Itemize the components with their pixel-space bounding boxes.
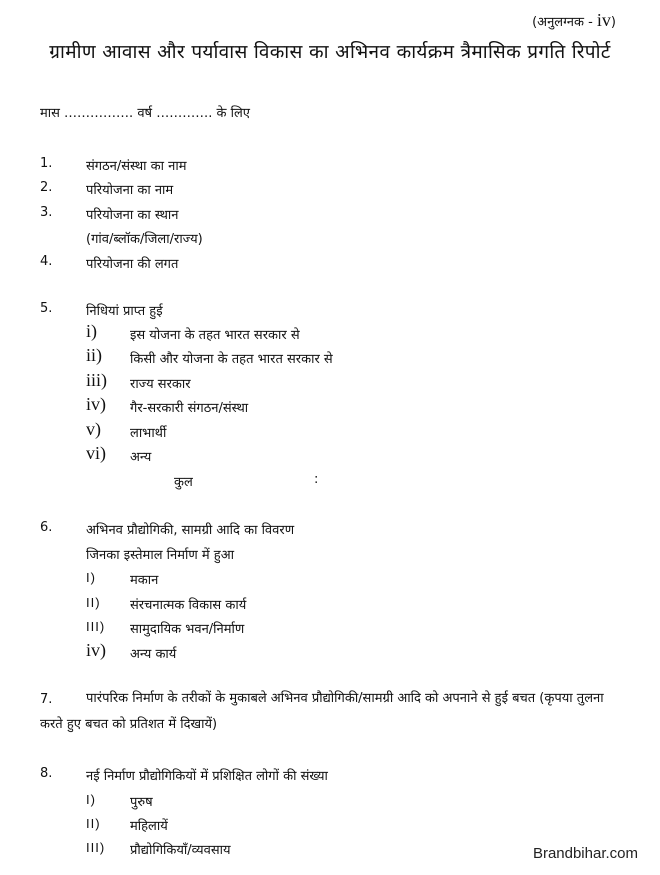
item-6-sub-label: II) [86, 595, 101, 610]
item-2-number: 2. [40, 180, 53, 195]
item-6-sub-label: III) [86, 619, 106, 634]
annexure-suffix: ) [610, 15, 616, 30]
item-3-subtext: (गांव/ब्लॉक/जिला/राज्य) [86, 232, 203, 247]
item-2-text: परियोजना का नाम [86, 183, 174, 198]
item-4-text: परियोजना की लगत [86, 257, 179, 272]
item-8-sub-label: I) [86, 792, 96, 807]
item-6-sub-text: मकान [130, 573, 159, 588]
item-5-sub-text: किसी और योजना के तहत भारत सरकार से [130, 352, 333, 367]
item-8-sub-text: प्रौद्योगिकियाँ/व्यवसाय [130, 843, 231, 858]
item-5-sub-text: गैर-सरकारी संगठन/संस्था [130, 401, 249, 416]
item-5-text: निधियां प्राप्त हुई [86, 304, 163, 319]
item-8-sub-label: III) [86, 840, 106, 855]
item-1-text: संगठन/संस्था का नाम [86, 159, 187, 174]
item-4-number: 4. [40, 254, 53, 269]
item-8-sub-text: महिलायें [130, 819, 168, 834]
item-5-sub-label: iii) [86, 370, 107, 390]
watermark-text: Brandbihar.com [532, 845, 638, 862]
item-6-text: अभिनव प्रौद्योगिकी, सामग्री आदि का विवरण [86, 523, 295, 538]
item-8-number: 8. [40, 766, 53, 781]
item-8-text: नई निर्माण प्रौद्योगिकियों में प्रशिक्षित लोगों की संख्या [86, 769, 328, 784]
item-6-sub-text: अन्य कार्य [130, 647, 177, 662]
item-6-text-line2: जिनका इस्तेमाल निर्माण में हुआ [86, 548, 234, 563]
item-6-sub-text: सामुदायिक भवन/निर्माण [130, 622, 245, 637]
item-3-number: 3. [40, 205, 53, 220]
annexure-roman: iv [596, 10, 611, 30]
item-5-sub-text: इस योजना के तहत भारत सरकार से [130, 328, 300, 343]
item-5-sub-label: vi) [86, 443, 106, 463]
item-6-sub-text: संरचनात्मक विकास कार्य [130, 598, 247, 613]
total-label: कुल [174, 475, 193, 490]
item-1-number: 1. [40, 156, 53, 171]
item-5-sub-text: अन्य [130, 450, 152, 465]
total-colon: : [314, 472, 319, 487]
item-5-sub-text: राज्य सरकार [130, 377, 191, 392]
item-5-sub-label: ii) [86, 345, 102, 365]
item-6-sub-label: I) [86, 570, 96, 585]
item-6-number: 6. [40, 520, 53, 535]
item-7-number: 7. [40, 692, 53, 707]
item-5-number: 5. [40, 301, 53, 316]
annexure-prefix: (अनुलग्नक - [532, 15, 597, 30]
item-5-sub-label: v) [86, 419, 101, 439]
item-6-sub-label: iv) [86, 640, 106, 660]
item-5-sub-label: iv) [86, 394, 106, 414]
item-8-sub-text: पुरुष [130, 795, 153, 810]
item-7-text: पारंपरिक निर्माण के तरीकों के मुकाबले अभिनव प्रौद्योगिकी/सामग्री आदि को अपनाने से हुई बचत (कृपया तुलना करते हुए बचत को प्रतिशत में दिखायें) [40, 691, 604, 732]
annexure-label [532, 10, 616, 31]
item-5-sub-label: i) [86, 321, 97, 341]
item-8-sub-label: II) [86, 816, 101, 831]
report-title: ग्रामीण आवास और पर्यावास विकास का अभिनव कार्यक्रम त्रैमासिक प्रगति रिपोर्ट [49, 41, 611, 63]
item-3-text: परियोजना का स्थान [86, 208, 179, 223]
item-5-sub-text: लाभार्थी [130, 426, 167, 441]
period-line: मास ……………. वर्ष …………. के लिए [40, 106, 250, 121]
